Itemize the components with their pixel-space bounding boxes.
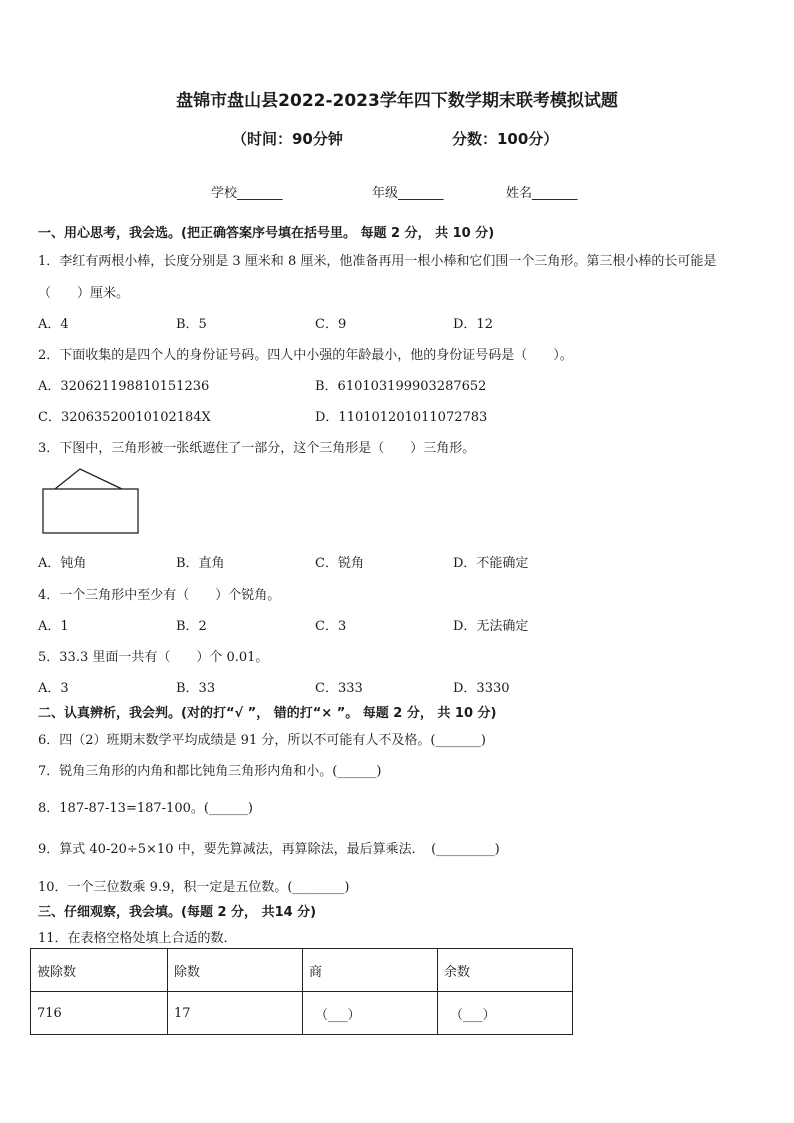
q1-stem-cont: （ ）厘米。 xyxy=(38,286,130,301)
header-remainder: 余数 xyxy=(438,949,573,992)
q7-stem: 7．锐角三角形的内角和都比钝角三角形内角和小。(______) xyxy=(38,764,382,779)
q3-option-a: A．钝角 xyxy=(38,556,87,571)
division-table xyxy=(30,948,573,1035)
q1-option-d: D．12 xyxy=(453,317,493,332)
table-row xyxy=(31,992,573,1035)
section-2-heading: 二、认真辨析，我会判。(对的打“√ ”， 错的打“× ”。 每题 2 分， 共 10 分) xyxy=(38,706,497,721)
q2-option-b: B．610103199903287652 xyxy=(315,379,487,394)
cell-dividend: 716 xyxy=(31,992,168,1035)
q1-stem: 1．李红有两根小棒，长度分别是 3 厘米和 8 厘米，他准备再用一根小棒和它们围一个三角形。第三根小棒的长可能是 xyxy=(38,254,717,269)
q1-option-b: B．5 xyxy=(176,317,207,332)
header-dividend: 被除数 xyxy=(31,949,168,992)
q8-stem: 8．187-87-13=187-100。(______) xyxy=(38,801,254,816)
q4-option-b: B．2 xyxy=(176,619,207,634)
table-header-row xyxy=(31,949,573,992)
covered-triangle-figure xyxy=(40,466,142,538)
q4-stem: 4．一个三角形中至少有（ ）个锐角。 xyxy=(38,588,281,603)
grade-field: 年级_______ xyxy=(372,186,444,201)
q2-option-a: A．320621198810151236 xyxy=(38,379,210,394)
q5-option-c: C．333 xyxy=(315,681,363,696)
q1-option-a: A．4 xyxy=(38,317,69,332)
q3-option-c: C．锐角 xyxy=(315,556,364,571)
q4-option-c: C．3 xyxy=(315,619,347,634)
cell-quotient-blank[interactable]: （___） xyxy=(303,992,438,1035)
q11-stem: 11．在表格空格处填上合适的数． xyxy=(38,931,237,946)
school-field: 学校_______ xyxy=(211,186,283,201)
q4-option-a: A．1 xyxy=(38,619,69,634)
cell-divisor: 17 xyxy=(168,992,303,1035)
q10-stem: 10．一个三位数乘 9.9，积一定是五位数。(________) xyxy=(38,880,350,895)
q5-option-b: B．33 xyxy=(176,681,216,696)
q5-option-a: A．3 xyxy=(38,681,69,696)
q3-option-d: D．不能确定 xyxy=(453,556,529,571)
q3-option-b: B．直角 xyxy=(176,556,225,571)
q1-option-c: C．9 xyxy=(315,317,347,332)
header-quotient: 商 xyxy=(303,949,438,992)
q9-stem: 9．算式 40-20÷5×10 中，要先算减法，再算除法，最后算乘法． (_________) xyxy=(38,842,500,857)
exam-time: （时间：90分钟 xyxy=(232,130,343,148)
page-title: 盘锦市盘山县2022-2023学年四下数学期末联考模拟试题 xyxy=(176,91,618,111)
section-3-heading: 三、仔细观察，我会填。(每题 2 分， 共14 分) xyxy=(38,905,317,920)
q6-stem: 6．四（2）班期末数学平均成绩是 91 分，所以不可能有人不及格。(_______) xyxy=(38,733,486,748)
q5-stem: 5．33.3 里面一共有（ ）个 0.01。 xyxy=(38,650,269,665)
section-1-heading: 一、用心思考，我会选。(把正确答案序号填在括号里。 每题 2 分， 共 10 分) xyxy=(38,226,495,241)
q3-stem: 3．下图中，三角形被一张纸遮住了一部分，这个三角形是（ ）三角形。 xyxy=(38,441,476,456)
q2-option-d: D．110101201011072783 xyxy=(315,410,488,425)
q4-option-d: D．无法确定 xyxy=(453,619,529,634)
header-divisor: 除数 xyxy=(168,949,303,992)
q5-option-d: D．3330 xyxy=(453,681,510,696)
exam-score: 分数：100分） xyxy=(452,130,559,148)
q2-stem: 2．下面收集的是四个人的身份证号码。四人中小强的年龄最小，他的身份证号码是（ ）。 xyxy=(38,348,573,363)
name-field: 姓名_______ xyxy=(506,186,578,201)
cell-remainder-blank[interactable]: （___） xyxy=(438,992,573,1035)
q2-option-c: C．32063520010102184X xyxy=(38,410,211,425)
